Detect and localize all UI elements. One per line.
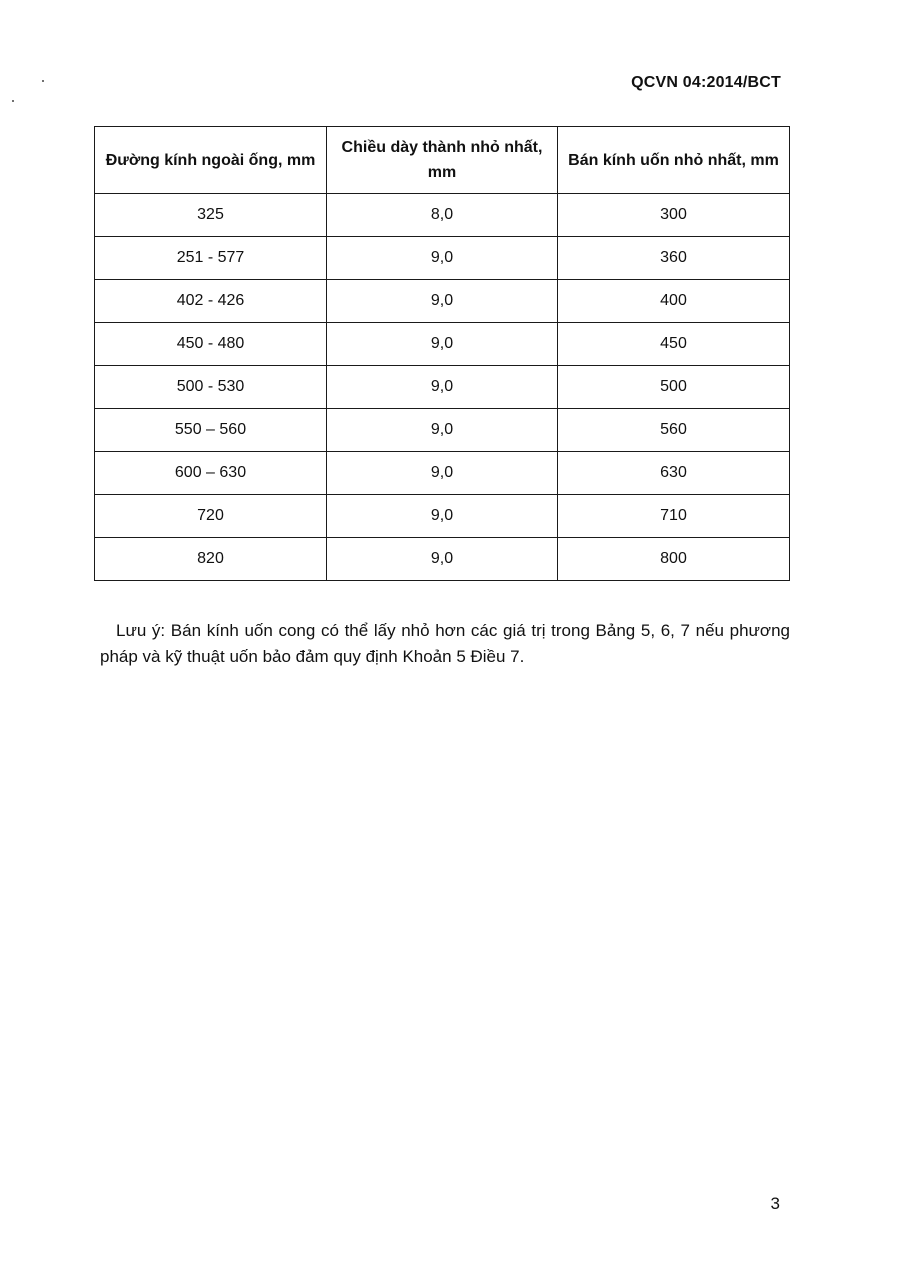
cell-wall-thickness: 9,0 xyxy=(327,495,558,538)
cell-bend-radius: 360 xyxy=(557,237,789,280)
cell-bend-radius: 710 xyxy=(557,495,789,538)
cell-outer-diameter: 251 - 577 xyxy=(95,237,327,280)
cell-bend-radius: 560 xyxy=(557,409,789,452)
scan-speck xyxy=(42,80,44,82)
document-code: QCVN 04:2014/BCT xyxy=(631,74,781,91)
cell-outer-diameter: 325 xyxy=(95,194,327,237)
cell-bend-radius: 630 xyxy=(557,452,789,495)
cell-outer-diameter: 600 – 630 xyxy=(95,452,327,495)
pipe-bend-radius-table xyxy=(94,126,790,581)
table-row xyxy=(95,194,790,237)
cell-outer-diameter: 450 - 480 xyxy=(95,323,327,366)
cell-wall-thickness: 9,0 xyxy=(327,280,558,323)
table-row xyxy=(95,366,790,409)
cell-wall-thickness: 9,0 xyxy=(327,237,558,280)
cell-wall-thickness: 9,0 xyxy=(327,409,558,452)
scan-speck xyxy=(12,100,14,102)
cell-wall-thickness: 9,0 xyxy=(327,538,558,581)
cell-bend-radius: 450 xyxy=(557,323,789,366)
table-row xyxy=(95,495,790,538)
cell-wall-thickness: 9,0 xyxy=(327,452,558,495)
cell-outer-diameter: 402 - 426 xyxy=(95,280,327,323)
cell-bend-radius: 800 xyxy=(557,538,789,581)
page-number: 3 xyxy=(770,1194,780,1213)
table-row xyxy=(95,452,790,495)
table-row xyxy=(95,538,790,581)
cell-outer-diameter: 550 – 560 xyxy=(95,409,327,452)
cell-bend-radius: 400 xyxy=(557,280,789,323)
cell-outer-diameter: 720 xyxy=(95,495,327,538)
cell-wall-thickness: 8,0 xyxy=(327,194,558,237)
cell-wall-thickness: 9,0 xyxy=(327,323,558,366)
table-row xyxy=(95,409,790,452)
table-note: Lưu ý: Bán kính uốn cong có thể lấy nhỏ hơn các giá trị trong Bảng 5, 6, 7 nếu phương pháp và kỹ thuật uốn bảo đảm quy định Khoản 5 Điều 7. xyxy=(100,621,790,666)
column-header-min-bend-radius: Bán kính uốn nhỏ nhất, mm xyxy=(557,127,789,194)
cell-outer-diameter: 820 xyxy=(95,538,327,581)
table-row xyxy=(95,323,790,366)
column-header-min-wall-thickness: Chiều dày thành nhỏ nhất, mm xyxy=(327,127,558,194)
cell-wall-thickness: 9,0 xyxy=(327,366,558,409)
cell-outer-diameter: 500 - 530 xyxy=(95,366,327,409)
cell-bend-radius: 500 xyxy=(557,366,789,409)
table-row xyxy=(95,237,790,280)
cell-bend-radius: 300 xyxy=(557,194,789,237)
table-header-row xyxy=(95,127,790,194)
column-header-outer-diameter: Đường kính ngoài ống, mm xyxy=(95,127,327,194)
table-row xyxy=(95,280,790,323)
